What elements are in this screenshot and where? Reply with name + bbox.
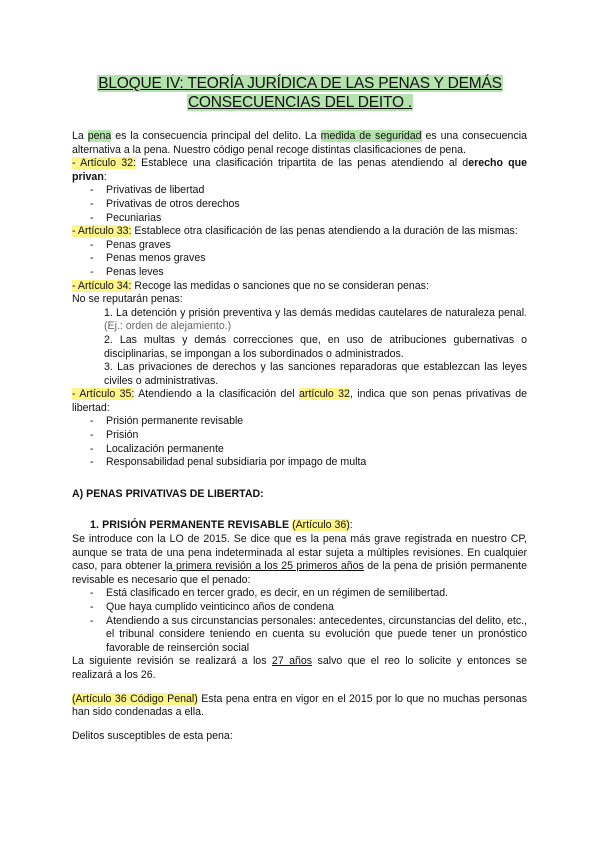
underlined-text: primera revisión a los 25 primeros años <box>172 560 364 573</box>
article-32-paragraph <box>72 157 527 184</box>
intro-paragraph <box>72 130 527 157</box>
bold-text: erecho que privan <box>72 157 527 183</box>
requirements-list <box>72 587 527 655</box>
article-33-label: - Artículo 33: <box>72 225 132 238</box>
list-item: - Responsabilidad penal subsidiaria por impago de multa <box>90 456 527 470</box>
title-line-2: CONSECUENCIAS DEL DEITO . <box>187 94 413 111</box>
list-item: - Prisión permanente revisable <box>90 415 527 429</box>
article-34-paragraph <box>72 280 527 294</box>
text: Se introduce con la LO de 2015. Se dice que es la pena más grave registrada en nuestro CP, aunque se trata de una pena indeterminada al estar sujeta a múltiples revisiones. En cualquier caso, para obtener la <box>72 533 527 573</box>
article-35-paragraph <box>72 388 527 415</box>
text: La <box>72 130 88 142</box>
page-title <box>60 74 540 112</box>
subsection-heading <box>72 519 527 533</box>
article-35-list <box>72 415 527 469</box>
article-34-lead: No se reputarán penas: <box>72 293 183 306</box>
section-a-paragraph-4: Delitos susceptibles de esta pena: <box>72 729 233 742</box>
text: Esta pena entra en vigor en el 2015 por lo que no muchas personas han sido condenadas a ella. <box>72 692 527 719</box>
subsection-title: 1. PRISIÓN PERMANENTE REVISABLE <box>90 519 290 532</box>
text: es una consecuencia alternativa a la pena. Nuestro código penal recoge distintas clasificaciones de pena. <box>72 130 527 156</box>
text: de la pena de prisión permanente revisable es necesario que el penado: <box>72 560 527 586</box>
highlight-medida: medida de seguridad <box>320 130 422 142</box>
article-32-reference: artículo 32 <box>299 388 350 401</box>
numbered-item-1 <box>72 307 527 334</box>
article-35-label: - Artículo 35: <box>72 388 135 401</box>
text: Recoge las medidas o sanciones que no se consideran penas: <box>131 279 429 292</box>
highlight-pena: pena <box>87 130 112 142</box>
list-item: - Privativas de otros derechos <box>90 198 527 212</box>
text: Establece otra clasificación de las penas atendiendo a la duración de las mismas: <box>131 225 518 238</box>
list-item: - Pecuniarias <box>90 212 527 226</box>
underlined-text: 27 años <box>271 655 313 668</box>
title-line-1: BLOQUE IV: TEORÍA JURÍDICA DE LAS PENAS Y DEMÁS <box>98 75 502 92</box>
text: Establece una clasificación tripartita de las penas atendiendo al d <box>135 157 469 170</box>
text: : <box>349 519 353 532</box>
list-item: - Prisión <box>90 429 527 443</box>
numbered-item-3: 3. Las privaciones de derechos y las sanciones reparadoras que establezcan las leyes civiles o administrativas. <box>104 361 527 387</box>
article-36-cp-reference: (Artículo 36 Código Penal) <box>72 692 198 705</box>
article-33-paragraph <box>72 225 527 239</box>
section-a-paragraph-1 <box>72 533 527 587</box>
section-a-heading: A) PENAS PRIVATIVAS DE LIBERTAD: <box>72 487 264 500</box>
article-32-list <box>72 184 527 225</box>
text: , indica que son penas privativas de libertad: <box>72 388 527 414</box>
text: salvo que el reo lo solicite y entonces se realizará a los 26. <box>72 655 528 681</box>
text: Atendiendo a la clasificación del <box>134 388 300 401</box>
document-body <box>72 130 527 743</box>
section-a-paragraph-2 <box>72 655 527 682</box>
note-text: . (Ej.: orden de alejamiento.) <box>104 306 527 333</box>
section-a-paragraph-3 <box>72 693 527 720</box>
text: La siguiente revisión se realizará a los <box>72 655 272 668</box>
article-33-list <box>72 239 527 280</box>
list-item: - Que haya cumplido veinticinco años de condena <box>90 601 527 615</box>
text: : <box>103 170 107 183</box>
text: es la consecuencia principal del delito. La <box>111 130 321 142</box>
text: 1. La detención y prisión preventiva y las demás medidas cautelares de naturaleza penal <box>104 306 525 319</box>
article-36-reference: (Artículo 36) <box>292 519 350 532</box>
article-32-label: - Artículo 32: <box>72 157 136 170</box>
list-item: - Penas graves <box>90 239 527 253</box>
article-34-label: - Artículo 34: <box>72 279 132 292</box>
list-item: - Penas leves <box>90 266 527 280</box>
numbered-item-2: 2. Las multas y demás correcciones que, en uso de atribuciones gubernativas o disciplinarias, se impongan a los subordinados o administrados. <box>104 333 527 360</box>
list-item: - Está clasificado en tercer grado, es decir, en un régimen de semilibertad. <box>90 587 527 601</box>
list-item: - Privativas de libertad <box>90 184 527 198</box>
list-item: - Penas menos graves <box>90 252 527 266</box>
list-item: - Localización permanente <box>90 443 527 457</box>
list-item: - Atendiendo a sus circunstancias personales: antecedentes, circunstancias del delito, etc., el tribunal considere teniendo en cuenta su evolución que puede tener un pronóstico favorable de reinserción social <box>90 615 527 656</box>
